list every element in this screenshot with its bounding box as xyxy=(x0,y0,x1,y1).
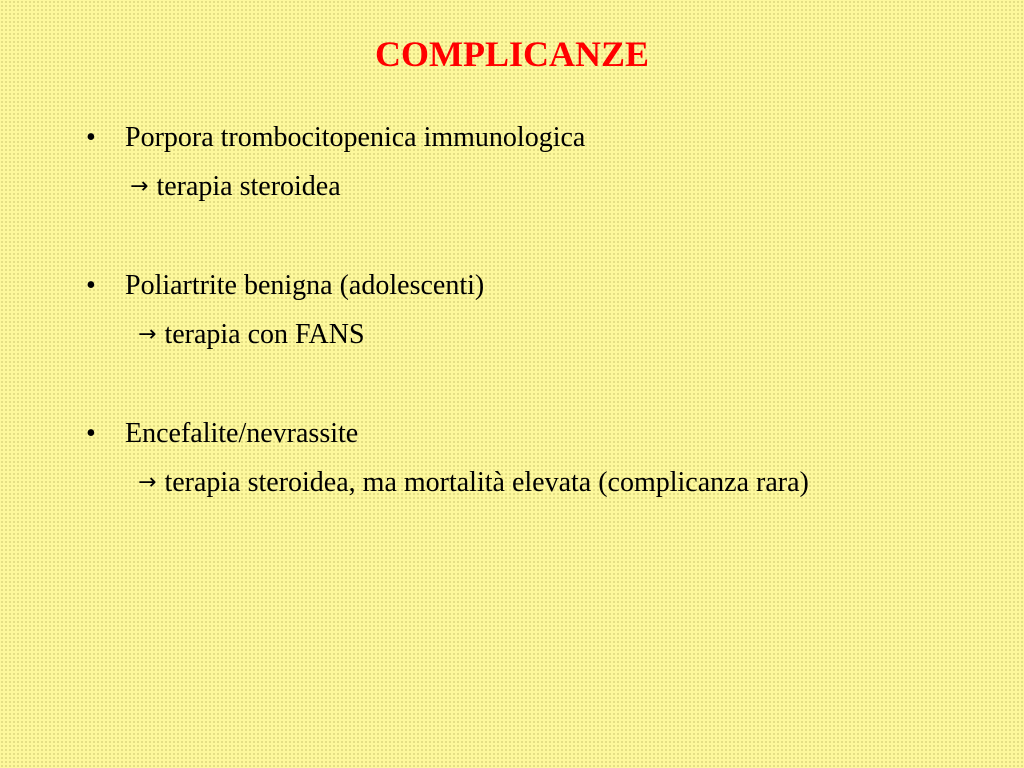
list-item-text: Porpora trombocitopenica immunologica xyxy=(125,122,586,153)
list-item-text: Poliartrite benigna (adolescenti) xyxy=(125,270,485,301)
list-item-detail xyxy=(138,465,809,501)
list-item-detail xyxy=(138,317,365,353)
list-item-detail-text: terapia steroidea xyxy=(156,171,341,202)
list-item-detail-text: terapia steroidea, ma mortalità elevata (complicanza rara) xyxy=(164,467,809,498)
arrow-right-icon: → xyxy=(138,322,157,347)
arrow-right-icon: → xyxy=(130,174,149,199)
arrow-right-icon: → xyxy=(138,470,157,495)
list-item-text: Encefalite/nevrassite xyxy=(125,418,359,449)
list-item-detail-text: terapia con FANS xyxy=(164,319,365,350)
slide-title: COMPLICANZE xyxy=(374,34,649,74)
bullet-marker: • xyxy=(86,270,96,301)
bullet-marker: • xyxy=(86,122,96,153)
list-item-detail xyxy=(130,169,341,205)
bullet-marker: • xyxy=(86,418,96,449)
